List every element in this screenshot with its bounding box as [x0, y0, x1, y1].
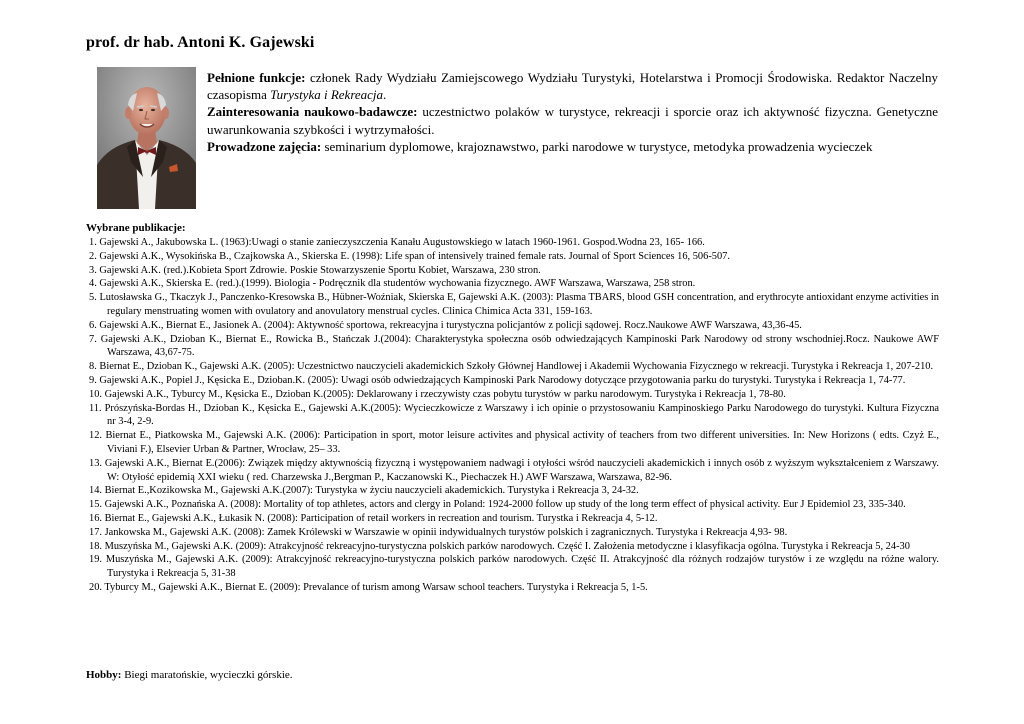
publication-item: 7. Gajewski A.K., Dzioban K., Biernat E., Rowicka B., Stańczak J.(2004): Charakterystyka społeczna osób odwiedzających Kampinoski Park Narodowy od strony wschodniej.Rocz. Naukowe AWF Warszawa, 43,67-75. — [89, 333, 939, 359]
classes-paragraph — [207, 138, 938, 155]
functions-end: . — [383, 87, 387, 103]
publication-item: 13. Gajewski A.K., Biernat E.(2006): Związek między aktywnością fizyczną i występowaniem nadwagi i otyłości wśród nauczycieli akademickich i innych osób z wyższym wykształceniem z Warszawy. W: Otyłość epidemią XXI wieku ( red. Charzewska J.,Bergman P., Kaczanowski K., Piechaczek H.) AWF Warszawa, Warszawa, 82-96. — [89, 457, 939, 483]
profile-info — [207, 69, 938, 155]
classes-text: seminarium dyplomowe, krajoznawstwo, parki narodowe w turystyce, metodyka prowadzenia wycieczek — [321, 138, 873, 154]
classes-label: Prowadzone zajęcia: — [207, 138, 322, 154]
portrait-photo — [97, 67, 196, 209]
hobby-text: Biegi maratońskie, wycieczki górskie. — [121, 669, 293, 681]
publications-heading: Wybrane publikacje: — [86, 222, 186, 234]
hobby-line — [86, 669, 293, 681]
publication-item: 1. Gajewski A., Jakubowska L. (1963):Uwagi o stanie zanieczyszczenia Kanału Augustowskiego w latach 1960-1961. Gospod.Wodna 23, 165- 166. — [89, 237, 705, 248]
publication-item: 19. Muszyńska M., Gajewski A.K. (2009): Atrakcyjność rekreacyjno-turystyczna polskich parków narodowych. Część II. Atrakcyjność dla różnych rodzajów turystów i ze względu na różne walory. Turystyka i Rekreacja 5, 31-38 — [89, 554, 939, 580]
publications-list — [86, 236, 939, 595]
functions-paragraph — [207, 69, 938, 103]
research-text: uczestnictwo polaków w turystyce, rekreacji i sporcie oraz ich aktywność fizyczna. Genetyczne uwarunkowania szybkości i wytrzymałości. — [207, 104, 938, 137]
publication-item: 20. Tyburcy M., Gajewski A.K., Biernat E. (2009): Prevalance of turism among Warsaw school teachers. Turystyka i Rekreacja 5, 1-5. — [89, 581, 648, 593]
journal-title: Turystyka i Rekreacja — [270, 87, 384, 103]
functions-text: członek Rady Wydziału Zamiejscowego Wydziału Turystyki, Hotelarstwa i Promocji Środowiska. Redaktor Naczelny czasopisma — [207, 70, 938, 103]
publication-item: 6. Gajewski A.K., Biernat E., Jasionek A. (2004): Aktywność sportowa, rekreacyjna i turystyczna policjantów z policji sądowej. Rocz.Naukowe AWF Warszawa, 43,36-45. — [89, 319, 802, 331]
person-name: prof. dr hab. Antoni K. Gajewski — [86, 34, 315, 51]
publication-item: 11. Prószyńska-Bordas H., Dzioban K., Kęsicka E., Gajewski A.K.(2005): Wycieczkowicze z Warszawy i ich opinie o przystosowaniu Kampinoskiego Parku Narodowego do turystyki. Kultura Fizyczna nr 3-4, 2-9. — [89, 402, 939, 428]
publication-item: 18. Muszyńska M., Gajewski A.K. (2009): Atrakcyjność rekreacyjno-turystyczna polskich parków narodowych. Część I. Założenia metodyczne i klasyfikacja ogólna. Turystyka i Rekreacja 5, 24-30 — [89, 540, 910, 552]
publication-item: 9. Gajewski A.K., Popiel J., Kęsicka E., Dzioban.K. (2005): Uwagi osób odwiedzających Kampinoski Park Narodowy dotyczące przygotowania parku do turystyki. Turystyka i Rekreacja 1, 74-77. — [89, 374, 906, 386]
hobby-label: Hobby: — [86, 669, 122, 681]
publication-item: 4. Gajewski A.K., Skierska E. (red.).(1999). Biologia - Podręcznik dla studentów wychowania fizycznego. AWF Warszawa, Warszawa, 258 stron. — [89, 278, 696, 290]
publication-item: 5. Lutosławska G., Tkaczyk J., Panczenko-Kresowska B., Hübner-Woźniak, Skierska E, Gajewski A.K. (2003): Plasma TBARS, blood GSH concentration, and erythrocyte antioxidant enzyme activities in regulary menstruating women with ovulatory and anovulatory menstrual cycles. Clinica Chimica Acta 331, 159-163. — [89, 292, 939, 317]
publication-item: 16. Biernat E., Gajewski A.K., Łukasik N. (2008): Participation of retail workers in recreation and tourism. Turystka i Rekreacja 4, 5-12. — [89, 512, 658, 524]
publication-item: 17. Jankowska M., Gajewski A.K. (2008): Zamek Królewski w Warszawie w opinii indywidualnych turystów polskich i zagranicznych. Turystyka i Rekreacja 4,93- 98. — [89, 526, 788, 538]
publication-item: 12. Biernat E., Piatkowska M., Gajewski A.K. (2006): Participation in sport, motor leisure activites and physical activity of teachers from two different universities. In: New Horizons ( edts. Czyż E., Viviani F.), Elsevier Urban & Partner, Wrocław, 25– 33. — [89, 430, 939, 455]
research-paragraph — [207, 103, 938, 137]
functions-label: Pełnione funkcje: — [207, 70, 306, 85]
publication-item: 2. Gajewski A.K., Wysokińska B., Czajkowska A., Skierska E. (1998): Life span of intensively trained female rats. Journal of Sport Sciences 16, 506-507. — [89, 250, 730, 262]
research-label: Zainteresowania naukowo-badawcze: — [207, 104, 418, 120]
publication-item: 3. Gajewski A.K. (red.).Kobieta Sport Zdrowie. Poskie Stowarzyszenie Sportu Kobiet, Warszawa, 230 stron. — [89, 264, 541, 276]
publication-item: 8. Biernat E., Dzioban K., Gajewski A.K. (2005): Uczestnictwo nauczycieli akademickich Szkoły Głównej Handlowej i Akademii Wychowania Fizycznego w rekreacji. Turystyka i Rekreacja 1, 207-210. — [89, 361, 934, 373]
publication-item: 14. Biernat E.,Kozikowska M., Gajewski A.K.(2007): Turystyka w życiu nauczycieli akademickich. Turystyka i Rekreacja 3, 24-32. — [89, 485, 639, 497]
publication-item: 15. Gajewski A.K., Poznańska A. (2008): Mortality of top athletes, actors and clergy in Poland: 1924-2000 follow up study of the long term effect of physical activity. Eur J Epidemiol 23, 335-340. — [89, 499, 906, 511]
publication-item: 10. Gajewski A.K., Tyburcy M., Kęsicka E., Dzioban K.(2005): Deklarowany i rzeczywisty czas pobytu turystów w parku narodowym. Turystyka i Rekreacja 1, 78-80. — [89, 388, 786, 400]
